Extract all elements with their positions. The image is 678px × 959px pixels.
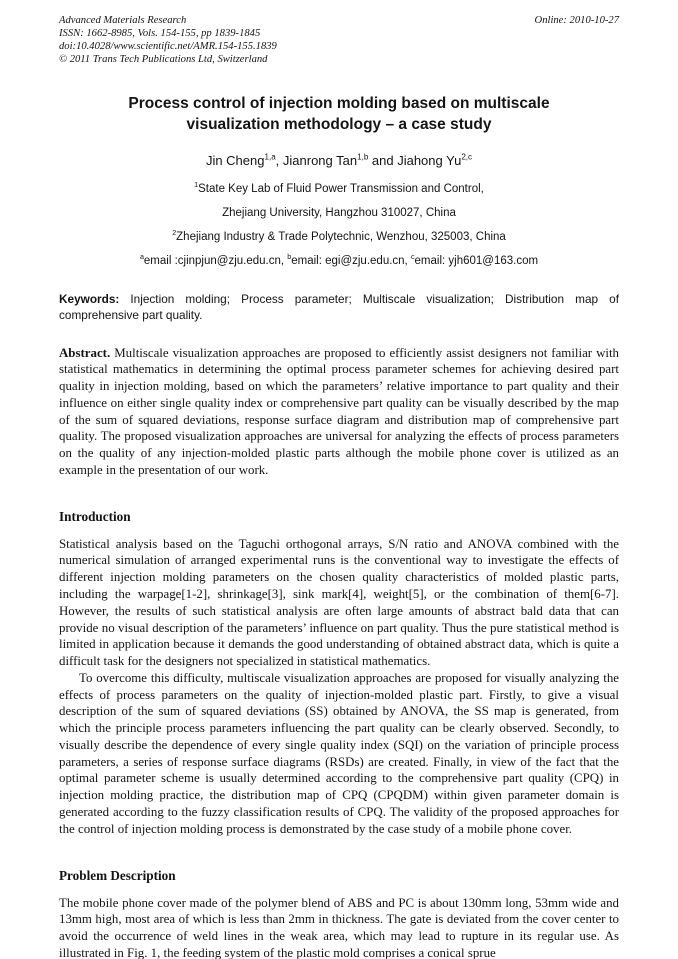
doi-line: doi:10.4028/www.scientific.net/AMR.154-155.1839 [59, 40, 277, 52]
email-text: email: yjh601@163.com [414, 255, 539, 268]
author-name: and Jiahong Yu [368, 153, 462, 169]
journal-name: Advanced Materials Research [59, 15, 187, 26]
email-mark: a [139, 253, 144, 262]
affiliation-1-continued [59, 207, 619, 219]
author-emails [59, 255, 619, 267]
affiliation-text: Zhejiang Industry & Trade Polytechnic, Wenzhou, 325003, China [176, 231, 506, 244]
affiliation-1 [59, 183, 619, 195]
keywords-text: Injection molding; Process parameter; Multiscale visualization; Distribution map of comprehensive part quality. [59, 292, 619, 323]
author-affil-mark: 2,c [461, 152, 473, 162]
affiliation-mark: 1 [194, 181, 199, 190]
affiliation-2 [59, 231, 619, 243]
online-date: Online: 2010-10-27 [534, 15, 619, 26]
section-heading-introduction: Introduction [59, 508, 131, 524]
paragraph: To overcome this difficulty, multiscale visualization approaches are proposed for visually analyzing the effects of process parameters on the quality of injection-molded plastic part. Firstly, to give a visual description of the sum of squared deviations (SS) obtained by ANOVA, the SS map is generated, from which the principle process parameters influencing the part quality can be clearly observed. Secondly, to visually describe the dependence of every single quality index (SQI) on the variation of principle process parameters, a series of response surface diagrams (RSDs) are created. Finally, in view of the fact that the optimal parameter scheme is usually determined according to the comprehensive part quality (CPQ) in injection molding practice, the distribution map of CPQ (CPQDM) within given parameter domain is generated according to the fuzzy classification results of CPQ. The validity of the proposed approaches for the control of injection molding process is demonstrated by the case study of a mobile phone cover. [59, 670, 619, 836]
abstract-text: Multiscale visualization approaches are proposed to efficiently assist designers not familiar with statistical mathematics in determining the optimal process parameter schemes for achieving desired part quality in injection molding, based on which the parameters’ relative importance to part quality and their influence on either single quality index or comprehensive part quality can be visually described by the map of the sum of squared deviations, response surface diagram and distribution map of comprehensive part quality. The proposed visualization approaches are universal for analyzing the effects of process parameters on the quality of any injection-molded plastic parts although the mobile phone cover is utilized as an example in the presentation of our work. [59, 345, 619, 477]
journal-header-left [59, 15, 277, 67]
issn-line: ISSN: 1662-8985, Vols. 154-155, pp 1839-1845 [59, 27, 261, 39]
author-name: , Jianrong Tan [275, 153, 358, 169]
affiliation-text: State Key Lab of Fluid Power Transmission and Control, [198, 183, 484, 196]
copyright-line: © 2011 Trans Tech Publications Ltd, Switzerland [59, 53, 268, 65]
abstract-block [59, 345, 619, 479]
affiliation-text: Zhejiang University, Hangzhou 310027, China [222, 207, 456, 220]
email-text: email: egi@zju.edu.cn, [291, 255, 411, 268]
email-mark: c [410, 253, 415, 262]
paragraph: Statistical analysis based on the Taguchi orthogonal arrays, S/N ratio and ANOVA combined with the numerical simulation of arranged experimental runs is the conventional way to investigate the effects of different injection molding parameters on the chosen quality characteristics of molded plastic parts, including the warpage[1-2], shrinkage[3], sink mark[4], weight[5], or the combination of them[6-7]. However, the results of such statistical analysis are often large amounts of abstract bald data that can provide no visual description of the parameters’ influence on part quality. Thus the pure statistical method is limited in application because it demands the good understanding of obtained abstract data, which is quite a difficult task for the designers not specialized in statistical mathematics. [59, 536, 619, 669]
author-affil-mark: 1,b [357, 152, 369, 162]
email-mark: b [287, 253, 292, 262]
paragraph: The mobile phone cover made of the polymer blend of ABS and PC is about 130mm long, 53mm wide and 13mm high, most area of which is less than 2mm in thickness. The gate is deviated from the cover center to avoid the occurrence of weld lines in the weak area, which may lead to rupture in its regular use. As illustrated in Fig. 1, the feeding system of the plastic mold comprises a conical sprue [59, 895, 619, 959]
keywords-label: Keywords: [59, 292, 120, 307]
abstract-label: Abstract. [59, 345, 111, 360]
paper-title: Process control of injection molding based on multiscale visualization methodology – a case study [128, 94, 550, 134]
keywords-block [59, 291, 619, 324]
journal-header [59, 15, 619, 67]
section-heading-problem-description: Problem Description [59, 867, 176, 883]
author-name: Jin Cheng [205, 153, 265, 169]
author-affil-mark: 1,a [264, 152, 276, 162]
affiliation-mark: 2 [172, 229, 177, 238]
authors-line [59, 153, 619, 168]
email-text: email :cjinpjun@zju.edu.cn, [143, 255, 288, 268]
